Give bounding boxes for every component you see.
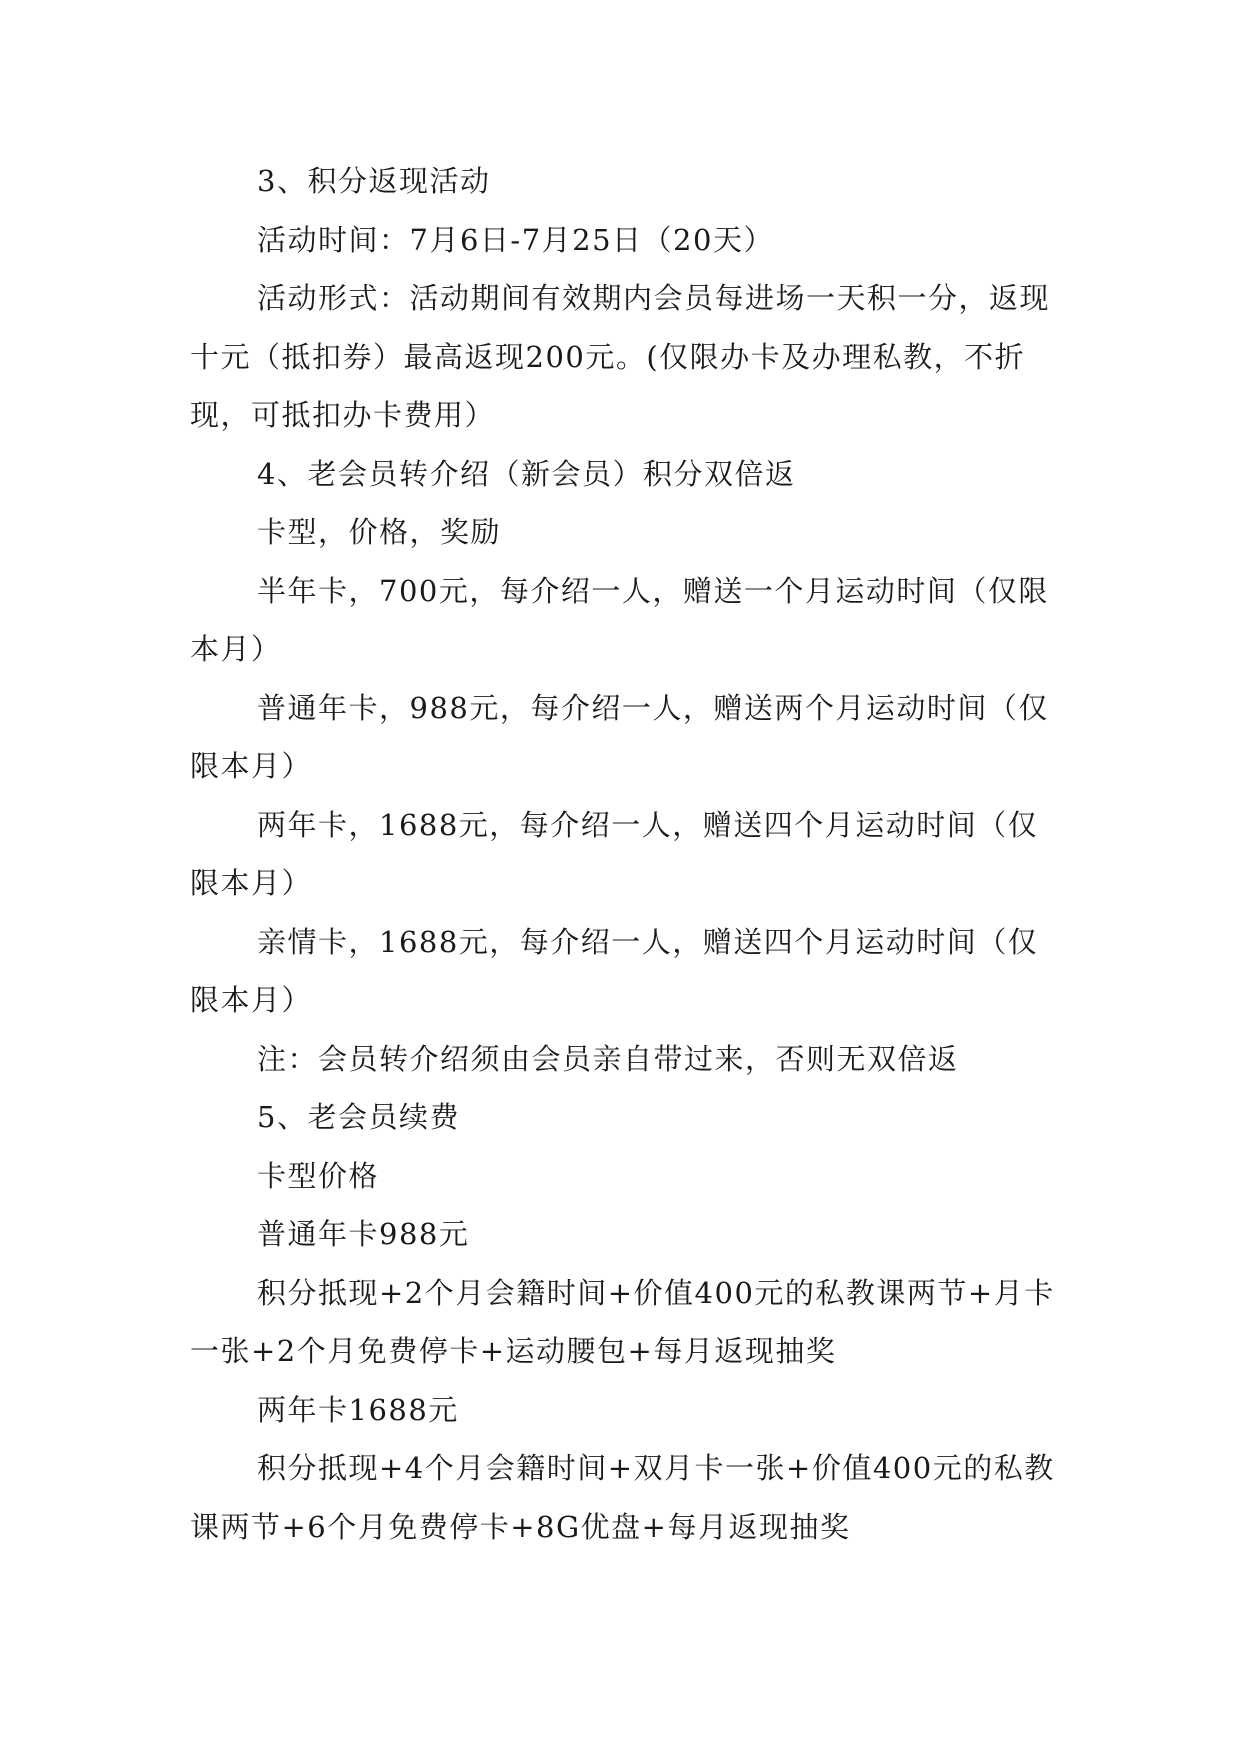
renewal-annual-card-price: 普通年卡988元	[257, 1217, 470, 1251]
referral-family-card: 亲情卡，1688元，每介绍一人，赠送四个月运动时间（仅限本月）	[190, 924, 1039, 1017]
referral-note: 注：会员转介绍须由会员亲自带过来，否则无双倍返	[257, 1041, 959, 1076]
activity-form: 活动形式：活动期间有效期内会员每进场一天积一分，返现十元（抵扣券）最高返现200元。(仅限办卡及办理私教，不折现，可抵扣办卡费用）	[190, 281, 1051, 432]
referral-annual-card: 普通年卡，988元，每介绍一人，赠送两个月运动时间（仅限本月）	[190, 690, 1049, 783]
section-heading-renewal: 5、老会员续费	[257, 1100, 460, 1134]
renewal-two-year-card-benefits: 积分抵现+4个月会籍时间+双月卡一张+价值400元的私教课两节+6个月免费停卡+8G优盘+每月返现抽奖	[190, 1451, 1055, 1544]
document-page	[190, 152, 1060, 1556]
referral-two-year-card: 两年卡，1688元，每介绍一人，赠送四个月运动时间（仅限本月）	[190, 807, 1039, 900]
renewal-two-year-card-price: 两年卡1688元	[257, 1392, 459, 1427]
renewal-table-header: 卡型价格	[257, 1158, 380, 1193]
referral-table-header: 卡型，价格，奖励	[257, 515, 502, 549]
referral-half-year-card: 半年卡，700元，每介绍一人，赠送一个月运动时间（仅限本月）	[190, 573, 1049, 666]
activity-time: 活动时间：7月6日-7月25日（20天）	[257, 222, 774, 257]
renewal-annual-card-benefits: 积分抵现+2个月会籍时间+价值400元的私教课两节+月卡一张+2个月免费停卡+运动腰包+每月返现抽奖	[190, 1275, 1055, 1368]
section-heading-referral: 4、老会员转介绍（新会员）积分双倍返	[257, 456, 796, 491]
section-heading-points-cashback: 3、积分返现活动	[257, 164, 491, 198]
